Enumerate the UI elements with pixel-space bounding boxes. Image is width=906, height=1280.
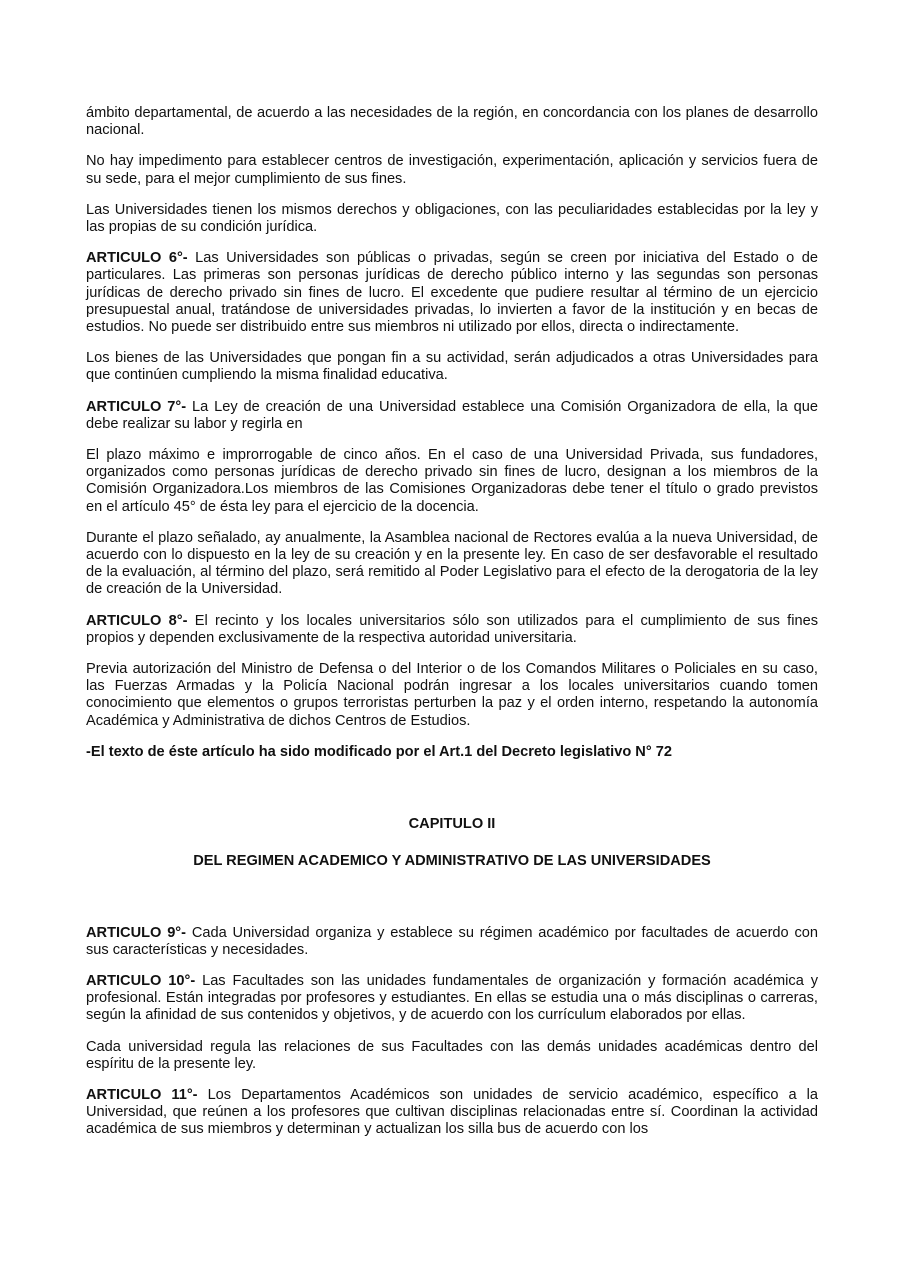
article-8-label: ARTICULO 8°- [86,612,188,629]
article-6 [86,250,818,336]
article-6-text: Las Universidades son públicas o privadas, según se creen por iniciativa del Estado o de particulares. Las primeras son personas jurídicas de derecho público interno y las segundas son personas jurídicas de derecho privado sin fines de lucro. El excedente que pudiere resultar al término de un ejercicio presupuestal anual, tratándose de universidades privadas, lo invierten a favor de la institución y en becas de estudios. No puede ser distribuido entre sus miembros ni utilizado por ellos, directa o indirectamente. [86,250,818,336]
article-10-label: ARTICULO 10°- [86,972,196,989]
article-10 [86,973,818,1025]
article-7-label: ARTICULO 7°- [86,398,187,415]
paragraph-ambito: ámbito departamental, de acuerdo a las necesidades de la región, en concordancia con los planes de desarrollo nacional. [86,105,818,139]
chapter-title: DEL REGIMEN ACADEMICO Y ADMINISTRATIVO DE LAS UNIVERSIDADES [193,853,711,870]
article-8 [86,613,818,647]
article-7 [86,399,818,433]
article-11-text: Los Departamentos Académicos son unidades de servicio académico, específico a la Universidad, que reúnen a los profesores que cultivan disciplinas relacionadas entre sí. Coordinan la actividad académica de sus miembros y determinan y actualizan los silla bus de acuerdo con los [86,1086,819,1138]
article-7-paragraph-2: El plazo máximo e improrrogable de cinco años. En el caso de una Universidad Privada, sus fundadores, organizados como personas jurídicas de derecho privado sin fines de lucro, designan a los miembros de la Comisión Organizadora.Los miembros de las Comisiones Organizadoras debe tener el título o grado previstos en el artículo 45° de ésta ley para el ejercicio de la docencia. [86,447,818,515]
paragraph-centros: No hay impedimento para establecer centros de investigación, experimentación, aplicación y servicios fuera de su sede, para el mejor cumplimiento de sus fines. [86,153,818,187]
paragraph-derechos: Las Universidades tienen los mismos derechos y obligaciones, con las peculiaridades establecidas por la ley y las propias de su condición jurídica. [86,201,818,236]
article-11-label: ARTICULO 11°- [86,1086,198,1103]
article-11 [86,1087,818,1139]
article-9-text: Cada Universidad organiza y establece su régimen académico por facultades de acuerdo con sus características y necesidades. [86,924,818,958]
article-10-text: Las Facultades son las unidades fundamentales de organización y formación académica y profesional. Están integradas por profesores y estudiantes. En ellas se estudia una o más disciplinas o carreras, según la afinidad de sus contenidos y objetivos, y de acuerdo con los currículum elaborados por ellas. [86,972,818,1024]
article-9 [86,925,818,959]
article-9-label: ARTICULO 9°- [86,924,187,941]
document-page [86,105,818,1153]
article-10-paragraph-2: Cada universidad regula las relaciones de sus Facultades con las demás unidades académicas dentro del espíritu de la presente ley. [86,1038,818,1072]
article-6-label: ARTICULO 6°- [86,250,188,267]
article-7-text: La Ley de creación de una Universidad establece una Comisión Organizadora de ella, la que debe realizar su labor y regirla en [86,398,818,432]
article-8-text: El recinto y los locales universitarios sólo son utilizados para el cumplimiento de sus fines propios y dependen exclusivamente de la respectiva autoridad universitaria. [86,612,818,646]
article-6-paragraph-2: Los bienes de las Universidades que pongan fin a su actividad, serán adjudicados a otras Universidades para que continúen cumpliendo la misma finalidad educativa. [86,350,818,384]
article-8-modification-note: -El texto de éste artículo ha sido modificado por el Art.1 del Decreto legislativo N° 72 [86,743,672,760]
article-8-paragraph-2: Previa autorización del Ministro de Defensa o del Interior o de los Comandos Militares o Policiales en su caso, las Fuerzas Armadas y la Policía Nacional podrán ingresar a los locales universitarios cuando tomen conocimiento que elementos o grupos terroristas perturben la paz y el orden interno, respetando la autonomía Académica y Administrativa de dichos Centros de Estudios. [86,661,818,729]
article-7-paragraph-3: Durante el plazo señalado, ay anualmente, la Asamblea nacional de Rectores evalúa a la nueva Universidad, de acuerdo con lo dispuesto en la ley de su creación y en la presente ley. En caso de ser desfavorable el resultado de la evaluación, al término del plazo, será remitido al Poder Legislativo para el efecto de la derogatoria de la ley de creación de la Universidad. [86,529,818,598]
chapter-number: CAPITULO II [408,816,496,833]
